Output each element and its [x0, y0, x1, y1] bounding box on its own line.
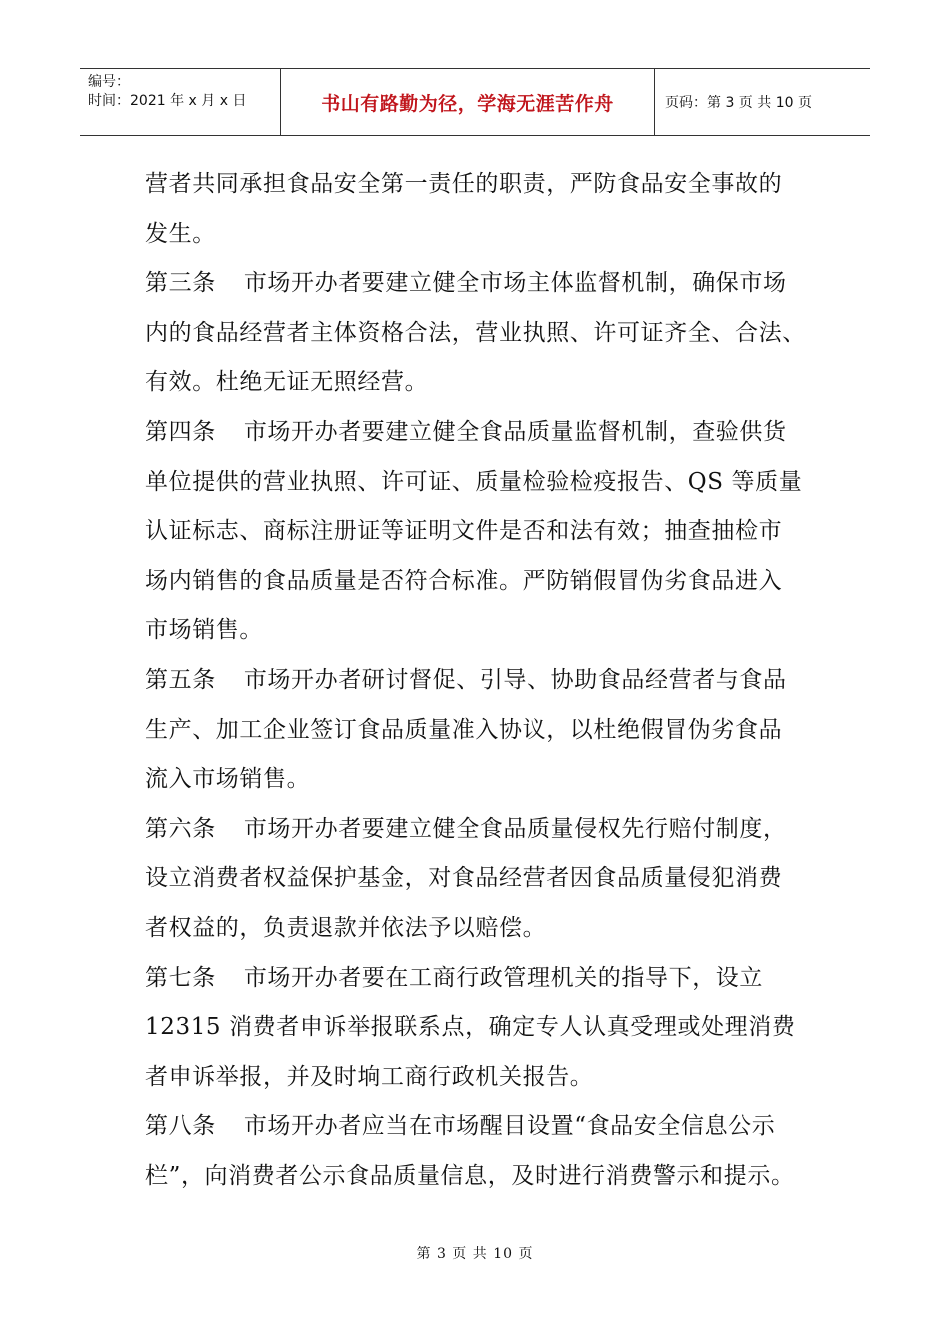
article-number: 第四条: [145, 418, 216, 445]
article-number: 第五条: [145, 666, 216, 693]
body-line: 单位提供的营业执照、许可证、质量检验检疫报告、QS 等质量: [145, 468, 803, 495]
article-8: 第八条 市场开办者应当在市场醒目设置“食品安全信息公示: [145, 1113, 776, 1140]
page-footer: [0, 1243, 950, 1263]
body-line: 有效。杜绝无证无照经营。: [145, 369, 429, 396]
body-line: 发生。: [145, 220, 216, 247]
article-number: 第七条: [145, 964, 216, 991]
article-4: 第四条 市场开办者要建立健全食品质量监督机制，查验供货: [145, 418, 787, 445]
date-label: 时间：2021 年 x 月 x 日: [88, 93, 247, 109]
body-line: 栏”，向消费者公示食品质量信息，及时进行消费警示和提示。: [145, 1162, 795, 1189]
body-line: 流入市场销售。: [145, 766, 311, 793]
body-line: 设立消费者权益保护基金，对食品经营者因食品质量侵犯消费: [145, 865, 783, 892]
body-line: 12315 消费者申诉举报联系点，确定专人认真受理或处理消费: [145, 1014, 796, 1041]
body-line: 生产、加工企业签订食品质量准入协议，以杜绝假冒伪劣食品: [145, 716, 783, 743]
article-6: 第六条 市场开办者要建立健全食品质量侵权先行赔付制度，: [145, 815, 787, 842]
header-page-cell: [655, 69, 870, 135]
body-line: 内的食品经营者主体资格合法，营业执照、许可证齐全、合法、: [145, 319, 806, 346]
body-line: 场内销售的食品质量是否符合标准。严防销假冒伪劣食品进入: [145, 567, 783, 594]
page-code: 页码：第 3 页 共 10 页: [665, 95, 812, 111]
header-meta-cell: [80, 69, 281, 135]
body-line: 认证标志、商标注册证等证明文件是否和法有效；抽查抽检市: [145, 518, 783, 545]
serial-label: 编号：: [88, 74, 130, 90]
body-line: 者权益的，负责退款并依法予以赔偿。: [145, 914, 547, 941]
body-line: 市场销售。: [145, 617, 263, 644]
article-3: 第三条 市场开办者要建立健全市场主体监督机制，确保市场: [145, 270, 787, 297]
body-line: 者申诉举报，并及时垧工商行政机关报告。: [145, 1063, 594, 1090]
page-header: [80, 68, 870, 136]
footer-page-number: 第 3 页 共 10 页: [416, 1246, 534, 1262]
article-number: 第八条: [145, 1113, 216, 1140]
article-5: 第五条 市场开办者研讨督促、引导、协助食品经营者与食品: [145, 666, 787, 693]
article-number: 第六条: [145, 815, 216, 842]
motto: 书山有路勤为径，学海无涯苦作舟: [321, 92, 614, 115]
article-7: 第七条 市场开办者要在工商行政管理机关的指导下，设立: [145, 964, 764, 991]
document-body: [145, 160, 835, 1201]
body-line: 营者共同承担食品安全第一责任的职责，严防食品安全事故的: [145, 171, 783, 197]
header-motto-cell: [281, 69, 655, 135]
article-number: 第三条: [145, 270, 216, 297]
